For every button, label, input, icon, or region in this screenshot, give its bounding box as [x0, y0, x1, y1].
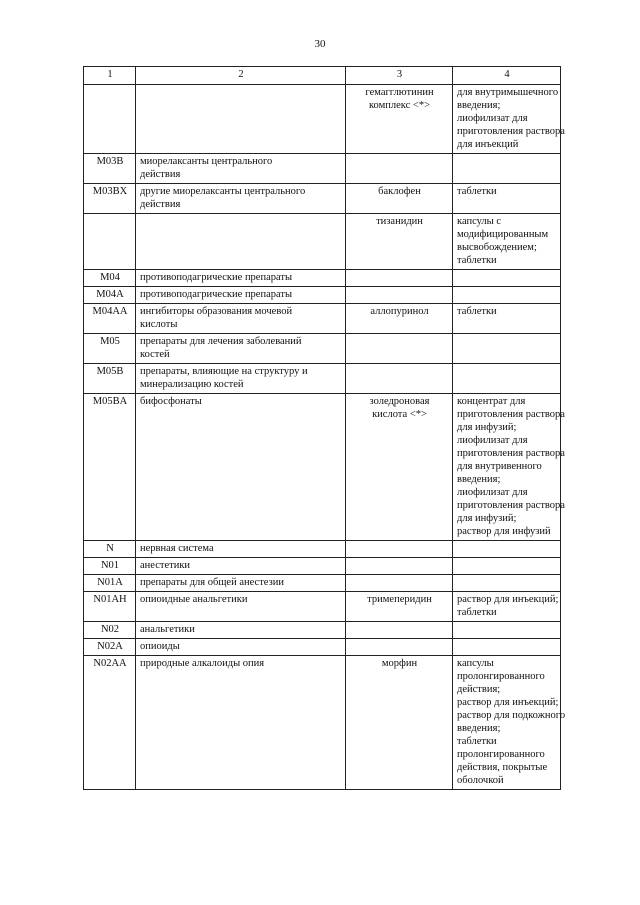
atc-code-cell: N01A	[84, 575, 136, 592]
table-row	[84, 304, 561, 334]
dosage-form-cell	[453, 541, 561, 558]
atc-code-cell: N01	[84, 558, 136, 575]
dosage-form-cell-line: раствор для инъекций;	[457, 697, 559, 708]
group-name-cell-line: нервная система	[140, 543, 214, 554]
dosage-form-cell-line: для внутривенного	[457, 461, 542, 472]
dosage-form-cell-line: для внутримышечного	[457, 87, 559, 98]
table-row	[84, 214, 561, 270]
dosage-form-cell-line: модифицированным	[457, 229, 549, 240]
dosage-form-cell-line: концентрат для	[457, 396, 526, 407]
atc-code-cell: M05B	[84, 364, 136, 394]
group-name-cell	[136, 364, 346, 394]
dosage-form-cell-line: таблетки	[457, 736, 497, 747]
atc-code-cell: M05	[84, 334, 136, 364]
dosage-form-cell-line: введения;	[457, 474, 501, 485]
dosage-form-cell	[453, 154, 561, 184]
dosage-form-cell-line: приготовления раствора	[457, 409, 565, 420]
group-name-cell	[136, 558, 346, 575]
atc-code-cell: N02	[84, 622, 136, 639]
drug-name-cell-line: комплекс <*>	[368, 100, 430, 111]
dosage-form-cell	[453, 184, 561, 214]
atc-code-cell	[84, 85, 136, 154]
dosage-form-cell-line: для инфузий;	[457, 422, 517, 433]
table-row	[84, 639, 561, 656]
group-name-cell-line: анальгетики	[140, 624, 195, 635]
drug-name-cell	[346, 154, 453, 184]
drug-name-cell-line: кислота <*>	[372, 409, 427, 420]
group-name-cell	[136, 154, 346, 184]
dosage-form-cell-line: раствор для подкожного	[457, 710, 566, 721]
dosage-form-cell-line: таблетки	[457, 255, 497, 266]
table-row	[84, 85, 561, 154]
dosage-form-cell	[453, 287, 561, 304]
drug-name-cell-line: морфин	[381, 658, 418, 669]
group-name-cell-line: анестетики	[140, 560, 191, 571]
group-name-cell	[136, 592, 346, 622]
atc-code-cell: N02A	[84, 639, 136, 656]
group-name-cell-line: препараты для лечения заболеваний	[140, 336, 302, 347]
group-name-cell-line: другие миорелаксанты центрального	[140, 186, 306, 197]
table-row	[84, 287, 561, 304]
group-name-cell-line: противоподагрические препараты	[140, 289, 293, 300]
table-body	[84, 85, 566, 790]
table-row	[84, 154, 561, 184]
drug-name-cell-line: тримеперидин	[367, 594, 432, 605]
drug-name-cell	[346, 558, 453, 575]
atc-code-cell: M05BA	[84, 394, 136, 541]
atc-code-cell: N02AA	[84, 656, 136, 790]
column-header-2: 2	[136, 67, 346, 85]
dosage-form-cell-line: для инфузий;	[457, 513, 517, 524]
dosage-form-cell	[453, 575, 561, 592]
drug-name-cell	[346, 592, 453, 622]
group-name-cell	[136, 622, 346, 639]
group-name-cell	[136, 304, 346, 334]
drug-name-cell-line: тизанидин	[376, 216, 423, 227]
dosage-form-cell-line: действия, покрытые	[457, 762, 548, 773]
table-header-row	[84, 67, 561, 85]
table-row	[84, 364, 561, 394]
drug-name-cell	[346, 364, 453, 394]
dosage-form-cell-line: введения;	[457, 100, 501, 111]
dosage-form-cell-line: лиофилизат для	[457, 435, 528, 446]
dosage-form-cell-line: капсулы	[457, 658, 494, 669]
drug-name-cell	[346, 394, 453, 541]
group-name-cell-line: действия	[140, 169, 181, 180]
column-header-4: 4	[453, 67, 561, 85]
atc-code-cell: N	[84, 541, 136, 558]
table-row	[84, 592, 561, 622]
drug-name-cell-line: золедроновая	[369, 396, 430, 407]
group-name-cell-line: ингибиторы образования мочевой	[140, 306, 293, 317]
atc-code-cell: M04A	[84, 287, 136, 304]
dosage-form-cell	[453, 639, 561, 656]
dosage-form-cell-line: раствор для инъекций;	[457, 594, 559, 605]
group-name-cell	[136, 85, 346, 154]
table-row	[84, 541, 561, 558]
page-number: 30	[314, 38, 326, 50]
group-name-cell	[136, 270, 346, 287]
table-row	[84, 270, 561, 287]
atc-code-cell: N01AH	[84, 592, 136, 622]
group-name-cell-line: природные алкалоиды опия	[140, 658, 265, 669]
drug-name-cell	[346, 214, 453, 270]
atc-code-cell: M03B	[84, 154, 136, 184]
dosage-form-cell-line: приготовления раствора	[457, 500, 565, 511]
table-row	[84, 184, 561, 214]
group-name-cell	[136, 656, 346, 790]
drug-name-cell-line: аллопуринол	[370, 306, 429, 317]
column-header-1: 1	[84, 67, 136, 85]
dosage-form-cell-line: пролонгированного	[457, 749, 545, 760]
drug-name-cell	[346, 639, 453, 656]
dosage-form-cell	[453, 592, 561, 622]
dosage-form-cell-line: таблетки	[457, 186, 497, 197]
table-row	[84, 656, 561, 790]
group-name-cell	[136, 287, 346, 304]
drug-name-cell-line: гемагглютинин	[365, 87, 434, 98]
group-name-cell-line: действия	[140, 199, 181, 210]
drug-name-cell	[346, 622, 453, 639]
table-row	[84, 394, 561, 541]
table-row	[84, 334, 561, 364]
dosage-form-cell	[453, 394, 565, 541]
dosage-form-cell-line: лиофилизат для	[457, 487, 528, 498]
drug-name-cell	[346, 270, 453, 287]
group-name-cell	[136, 214, 346, 270]
group-name-cell-line: минерализацию костей	[140, 379, 244, 390]
table-row	[84, 622, 561, 639]
column-header-3: 3	[346, 67, 453, 85]
drug-name-cell	[346, 304, 453, 334]
drug-name-cell	[346, 334, 453, 364]
dosage-form-cell-line: оболочкой	[457, 775, 504, 786]
group-name-cell-line: препараты для общей анестезии	[140, 577, 284, 588]
dosage-form-cell-line: для инъекций	[457, 139, 519, 150]
atc-code-cell: M03BX	[84, 184, 136, 214]
table-row	[84, 575, 561, 592]
atc-code-cell: M04AA	[84, 304, 136, 334]
group-name-cell-line: миорелаксанты центрального	[140, 156, 273, 167]
dosage-form-cell-line: таблетки	[457, 306, 497, 317]
dosage-form-cell-line: введения;	[457, 723, 501, 734]
group-name-cell	[136, 575, 346, 592]
drug-name-cell	[346, 656, 453, 790]
dosage-form-cell	[453, 656, 566, 790]
atc-code-cell: M04	[84, 270, 136, 287]
dosage-form-cell	[453, 214, 561, 270]
group-name-cell-line: опиоиды	[140, 641, 180, 652]
drug-name-cell-line: баклофен	[378, 186, 421, 197]
dosage-form-cell-line: лиофилизат для	[457, 113, 528, 124]
group-name-cell	[136, 184, 346, 214]
dosage-form-cell-line: таблетки	[457, 607, 497, 618]
atc-code-cell	[84, 214, 136, 270]
dosage-form-cell	[453, 558, 561, 575]
dosage-form-cell	[453, 85, 565, 154]
dosage-form-cell-line: приготовления раствора	[457, 126, 565, 137]
group-name-cell-line: противоподагрические препараты	[140, 272, 293, 283]
dosage-form-cell	[453, 304, 561, 334]
group-name-cell-line: опиоидные анальгетики	[140, 594, 248, 605]
dosage-form-cell-line: приготовления раствора	[457, 448, 565, 459]
dosage-form-cell	[453, 622, 561, 639]
dosage-form-cell	[453, 270, 561, 287]
dosage-form-cell-line: действия;	[457, 684, 501, 695]
drug-name-cell	[346, 575, 453, 592]
group-name-cell	[136, 639, 346, 656]
group-name-cell-line: препараты, влияющие на структуру и	[140, 366, 308, 377]
group-name-cell	[136, 394, 346, 541]
table-row	[84, 558, 561, 575]
dosage-form-cell-line: пролонгированного	[457, 671, 545, 682]
group-name-cell	[136, 334, 346, 364]
drug-table	[83, 66, 566, 790]
drug-name-cell	[346, 85, 453, 154]
dosage-form-cell-line: раствор для инфузий	[457, 526, 551, 537]
dosage-form-cell-line: высвобождением;	[457, 242, 537, 253]
group-name-cell-line: бифосфонаты	[140, 396, 202, 407]
group-name-cell-line: кислоты	[140, 319, 178, 330]
drug-name-cell	[346, 184, 453, 214]
dosage-form-cell	[453, 364, 561, 394]
group-name-cell-line: костей	[140, 349, 170, 360]
drug-name-cell	[346, 287, 453, 304]
dosage-form-cell	[453, 334, 561, 364]
drug-name-cell	[346, 541, 453, 558]
group-name-cell	[136, 541, 346, 558]
dosage-form-cell-line: капсулы с	[457, 216, 501, 227]
